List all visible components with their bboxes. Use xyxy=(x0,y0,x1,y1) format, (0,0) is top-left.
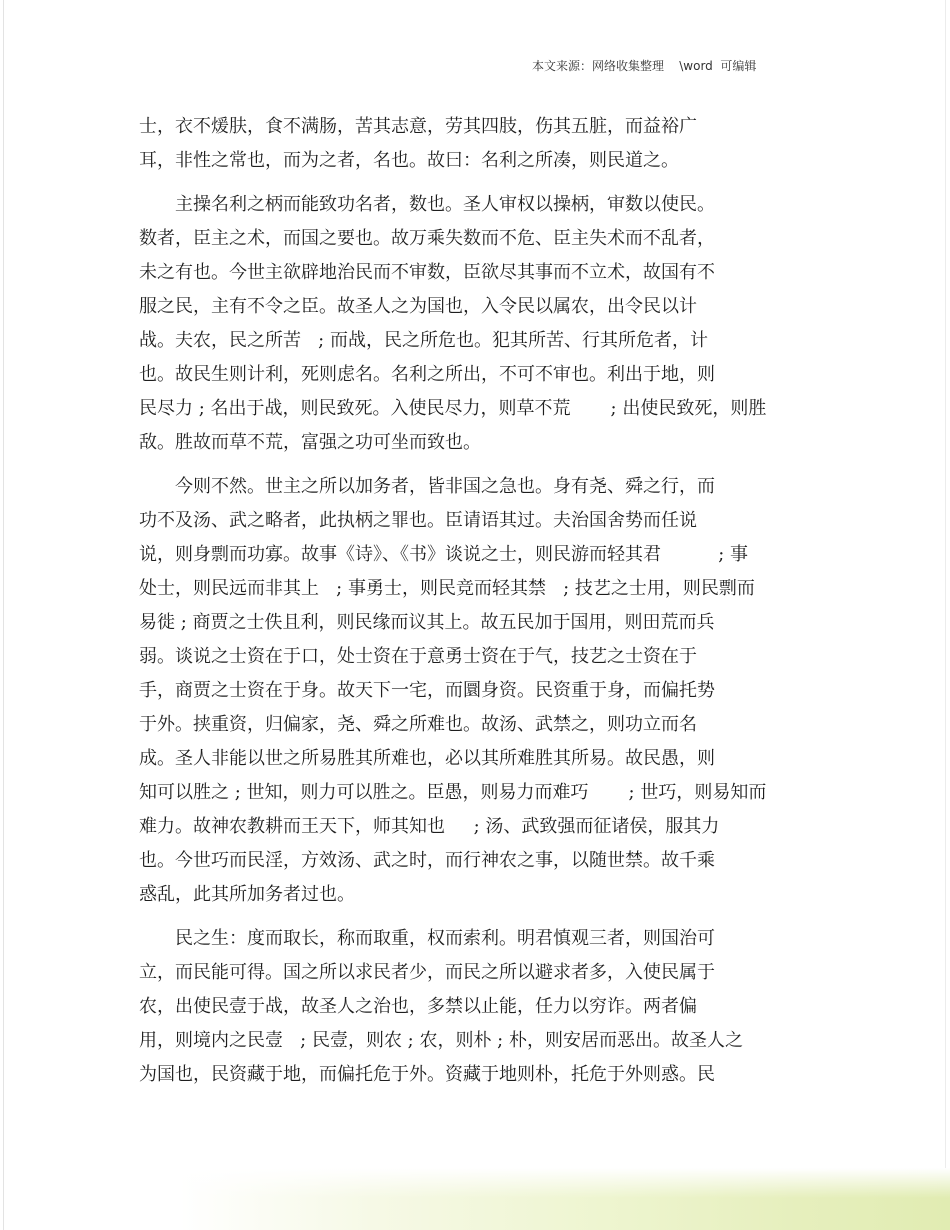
text-line: 敌。胜故而草不荒，富强之功可坐而致也。 xyxy=(139,432,481,453)
text-line: 弱。谈说之士资在于口，处士资在于意勇士资在于气，技艺之士资在于 xyxy=(139,646,697,667)
page-header-source-note: 本文来源：网络收集整理 \word 可编辑 xyxy=(532,59,757,73)
text-line: 处士，则民远而非其上 ; 事勇士，则民竞而轻其禁 ; 技艺之士用，则民剽而 xyxy=(139,578,755,599)
text-line: 成。圣人非能以世之所易胜其所难也，必以其所难胜其所易。故民愚，则 xyxy=(139,748,715,769)
text-line: 也。今世巧而民淫，方效汤、武之时，而行神农之事，以随世禁。故千乘 xyxy=(139,850,715,871)
text-line: 为国也，民资藏于地，而偏托危于外。资藏于地则朴，托危于外则惑。民 xyxy=(139,1064,715,1085)
text-line: 农，出使民壹于战，故圣人之治也，多禁以止能，任力以穷诈。两者偏 xyxy=(139,996,697,1017)
text-line: 用，则境内之民壹 ; 民壹，则农 ; 农，则朴 ; 朴，则安居而恶出。故圣人之 xyxy=(139,1030,743,1051)
text-line: 服之民，主有不令之臣。故圣人之为国也，入令民以属农，出令民以计 xyxy=(139,296,697,317)
text-line: 未之有也。今世主欲辟地治民而不审数，臣欲尽其事而不立术，故国有不 xyxy=(139,262,715,283)
text-line: 民之生：度而取长，称而取重，权而索利。明君慎观三者，则国治可 xyxy=(139,928,715,949)
text-line: 功不及汤、武之略者，此执柄之罪也。臣请语其过。夫治国舍势而任说 xyxy=(139,510,697,531)
text-line: 民尽力 ; 名出于战，则民致死。入使民尽力，则草不荒 ; 出使民致死，则胜 xyxy=(139,398,767,419)
text-line: 数者，臣主之术，而国之要也。故万乘失数而不危、臣主失术而不乱者， xyxy=(139,228,715,249)
text-line: 主操名利之柄而能致功名者，数也。圣人审权以操柄，审数以使民。 xyxy=(139,194,715,215)
text-line: 惑乱，此其所加务者过也。 xyxy=(139,884,355,905)
text-line: 也。故民生则计利，死则虑名。名利之所出，不可不审也。利出于地，则 xyxy=(139,364,715,385)
text-line: 难力。故神农教耕而王天下，师其知也 ; 汤、武致强而征诸侯，服其力 xyxy=(139,816,720,837)
footer-decorative-band xyxy=(180,1168,950,1230)
text-line: 知可以胜之 ; 世知，则力可以胜之。臣愚，则易力而难巧 ; 世巧，则易知而 xyxy=(139,782,767,803)
text-line: 于外。挟重资，归偏家，尧、舜之所难也。故汤、武禁之，则功立而名 xyxy=(139,714,697,735)
text-line: 战。夫农，民之所苦 ; 而战，民之所危也。犯其所苦、行其所危者，计 xyxy=(139,330,708,351)
text-line: 易徙 ; 商贾之士佚且利，则民缘而议其上。故五民加于国用，则田荒而兵 xyxy=(139,612,715,633)
text-line: 手，商贾之士资在于身。故天下一宅，而圜身资。民资重于身，而偏托势 xyxy=(139,680,715,701)
text-line: 立，而民能可得。国之所以求民者少，而民之所以避求者多，入使民属于 xyxy=(139,962,715,983)
text-line: 士，衣不煖肤，食不满肠，苦其志意，劳其四肢，伤其五脏，而益裕广 xyxy=(139,116,697,137)
text-line: 说，则身剽而功寡。故事《诗》、《书》谈说之士，则民游而轻其君 ; 事 xyxy=(139,544,748,565)
text-line: 今则不然。世主之所以加务者，皆非国之急也。身有尧、舜之行，而 xyxy=(139,476,715,497)
text-line: 耳，非性之常也，而为之者，名也。故曰：名利之所凑，则民道之。 xyxy=(139,150,679,171)
